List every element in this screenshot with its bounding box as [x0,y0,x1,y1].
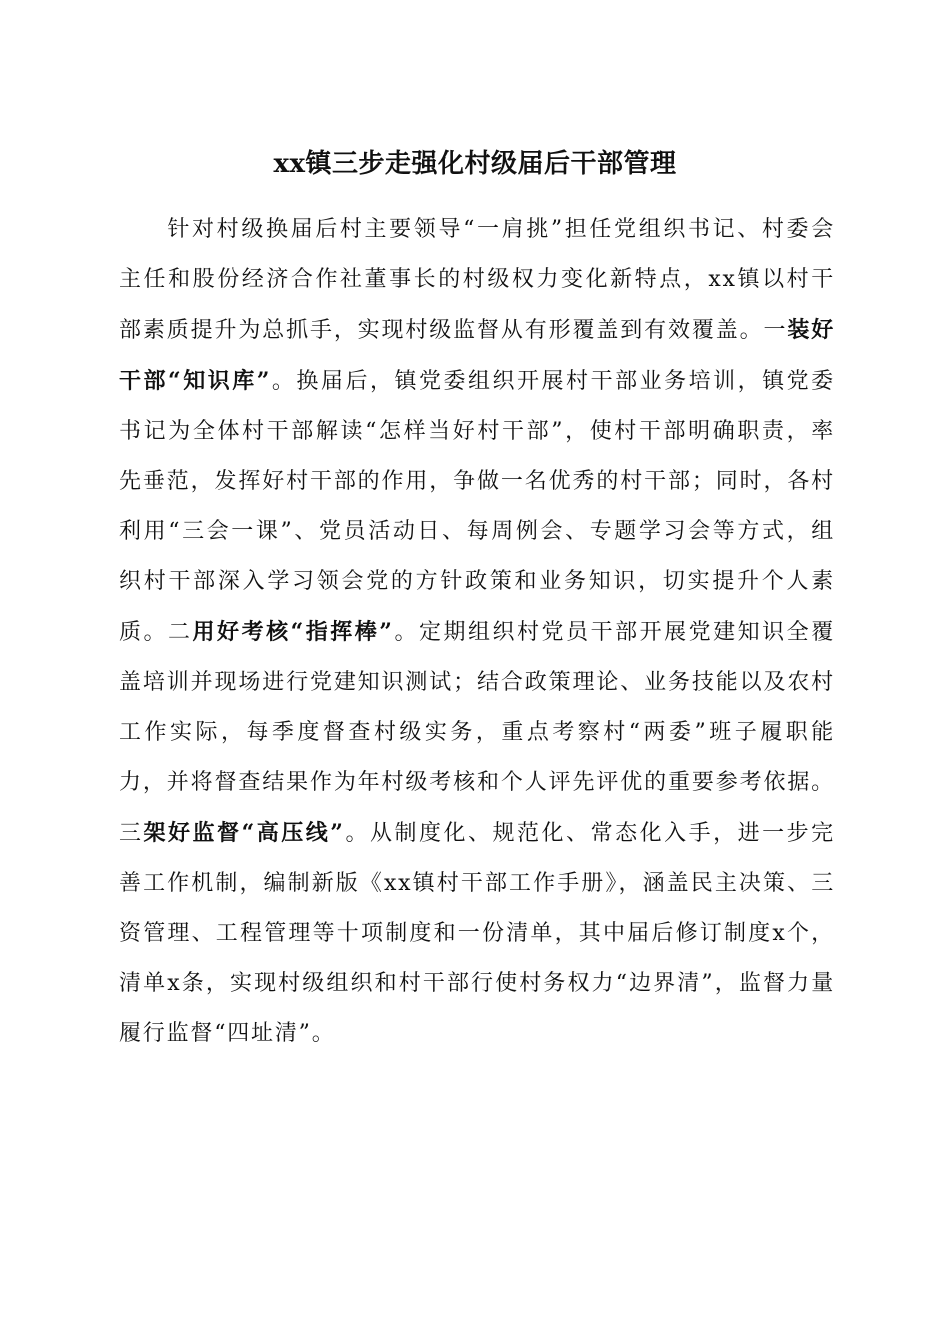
point3-text: 。从制度化、规范化、常态化入手，进一步完善工作机制，编制新版《xx镇村干部工作手册》，涵盖民主决策、三资管理、工程管理等十项制度和一份清单，其中届后修订制度x个，清单x条，实现村级组织和村干部行使村务权力“边界清”，监督力量履行监督“四址清”。 [119,821,835,1046]
document-title: xx镇三步走强化村级届后干部管理 [273,149,677,179]
body-paragraph [119,205,835,1059]
point2-text: 。定期组织村党员干部开展党建知识全覆盖培训并现场进行党建知识测试；结合政策理论、业务技能以及农村工作实际，每季度督查村级实务，重点考察村“两委”班子履职能力，并将督查结果作为年村级考核和个人评先评优的重要参考依据。三 [119,620,835,846]
point1-text: 。换届后，镇党委组织开展村干部业务培训，镇党委书记为全体村干部解读“怎样当好村干部”，使村干部明确职责，率先垂范，发挥好村干部的作用，争做一名优秀的村干部；同时，各村利用“三会一课”、党员活动日、每周例会、专题学习会等方式，组织村干部深入学习领会党的方针政策和业务知识，切实提升个人素质。二 [119,369,835,645]
intro-text: 针对村级换届后村主要领导“一肩挑”担任党组织书记、村委会主任和股份经济合作社董事长的村级权力变化新特点，xx镇以村干部素质提升为总抓手，实现村级监督从有形覆盖到有效覆盖。一 [119,217,835,343]
point3-heading: 架好监督“高压线” [143,820,345,846]
point1-heading: 装好干部“知识库” [119,317,835,394]
point2-heading: 用好考核“指挥棒” [192,619,394,645]
